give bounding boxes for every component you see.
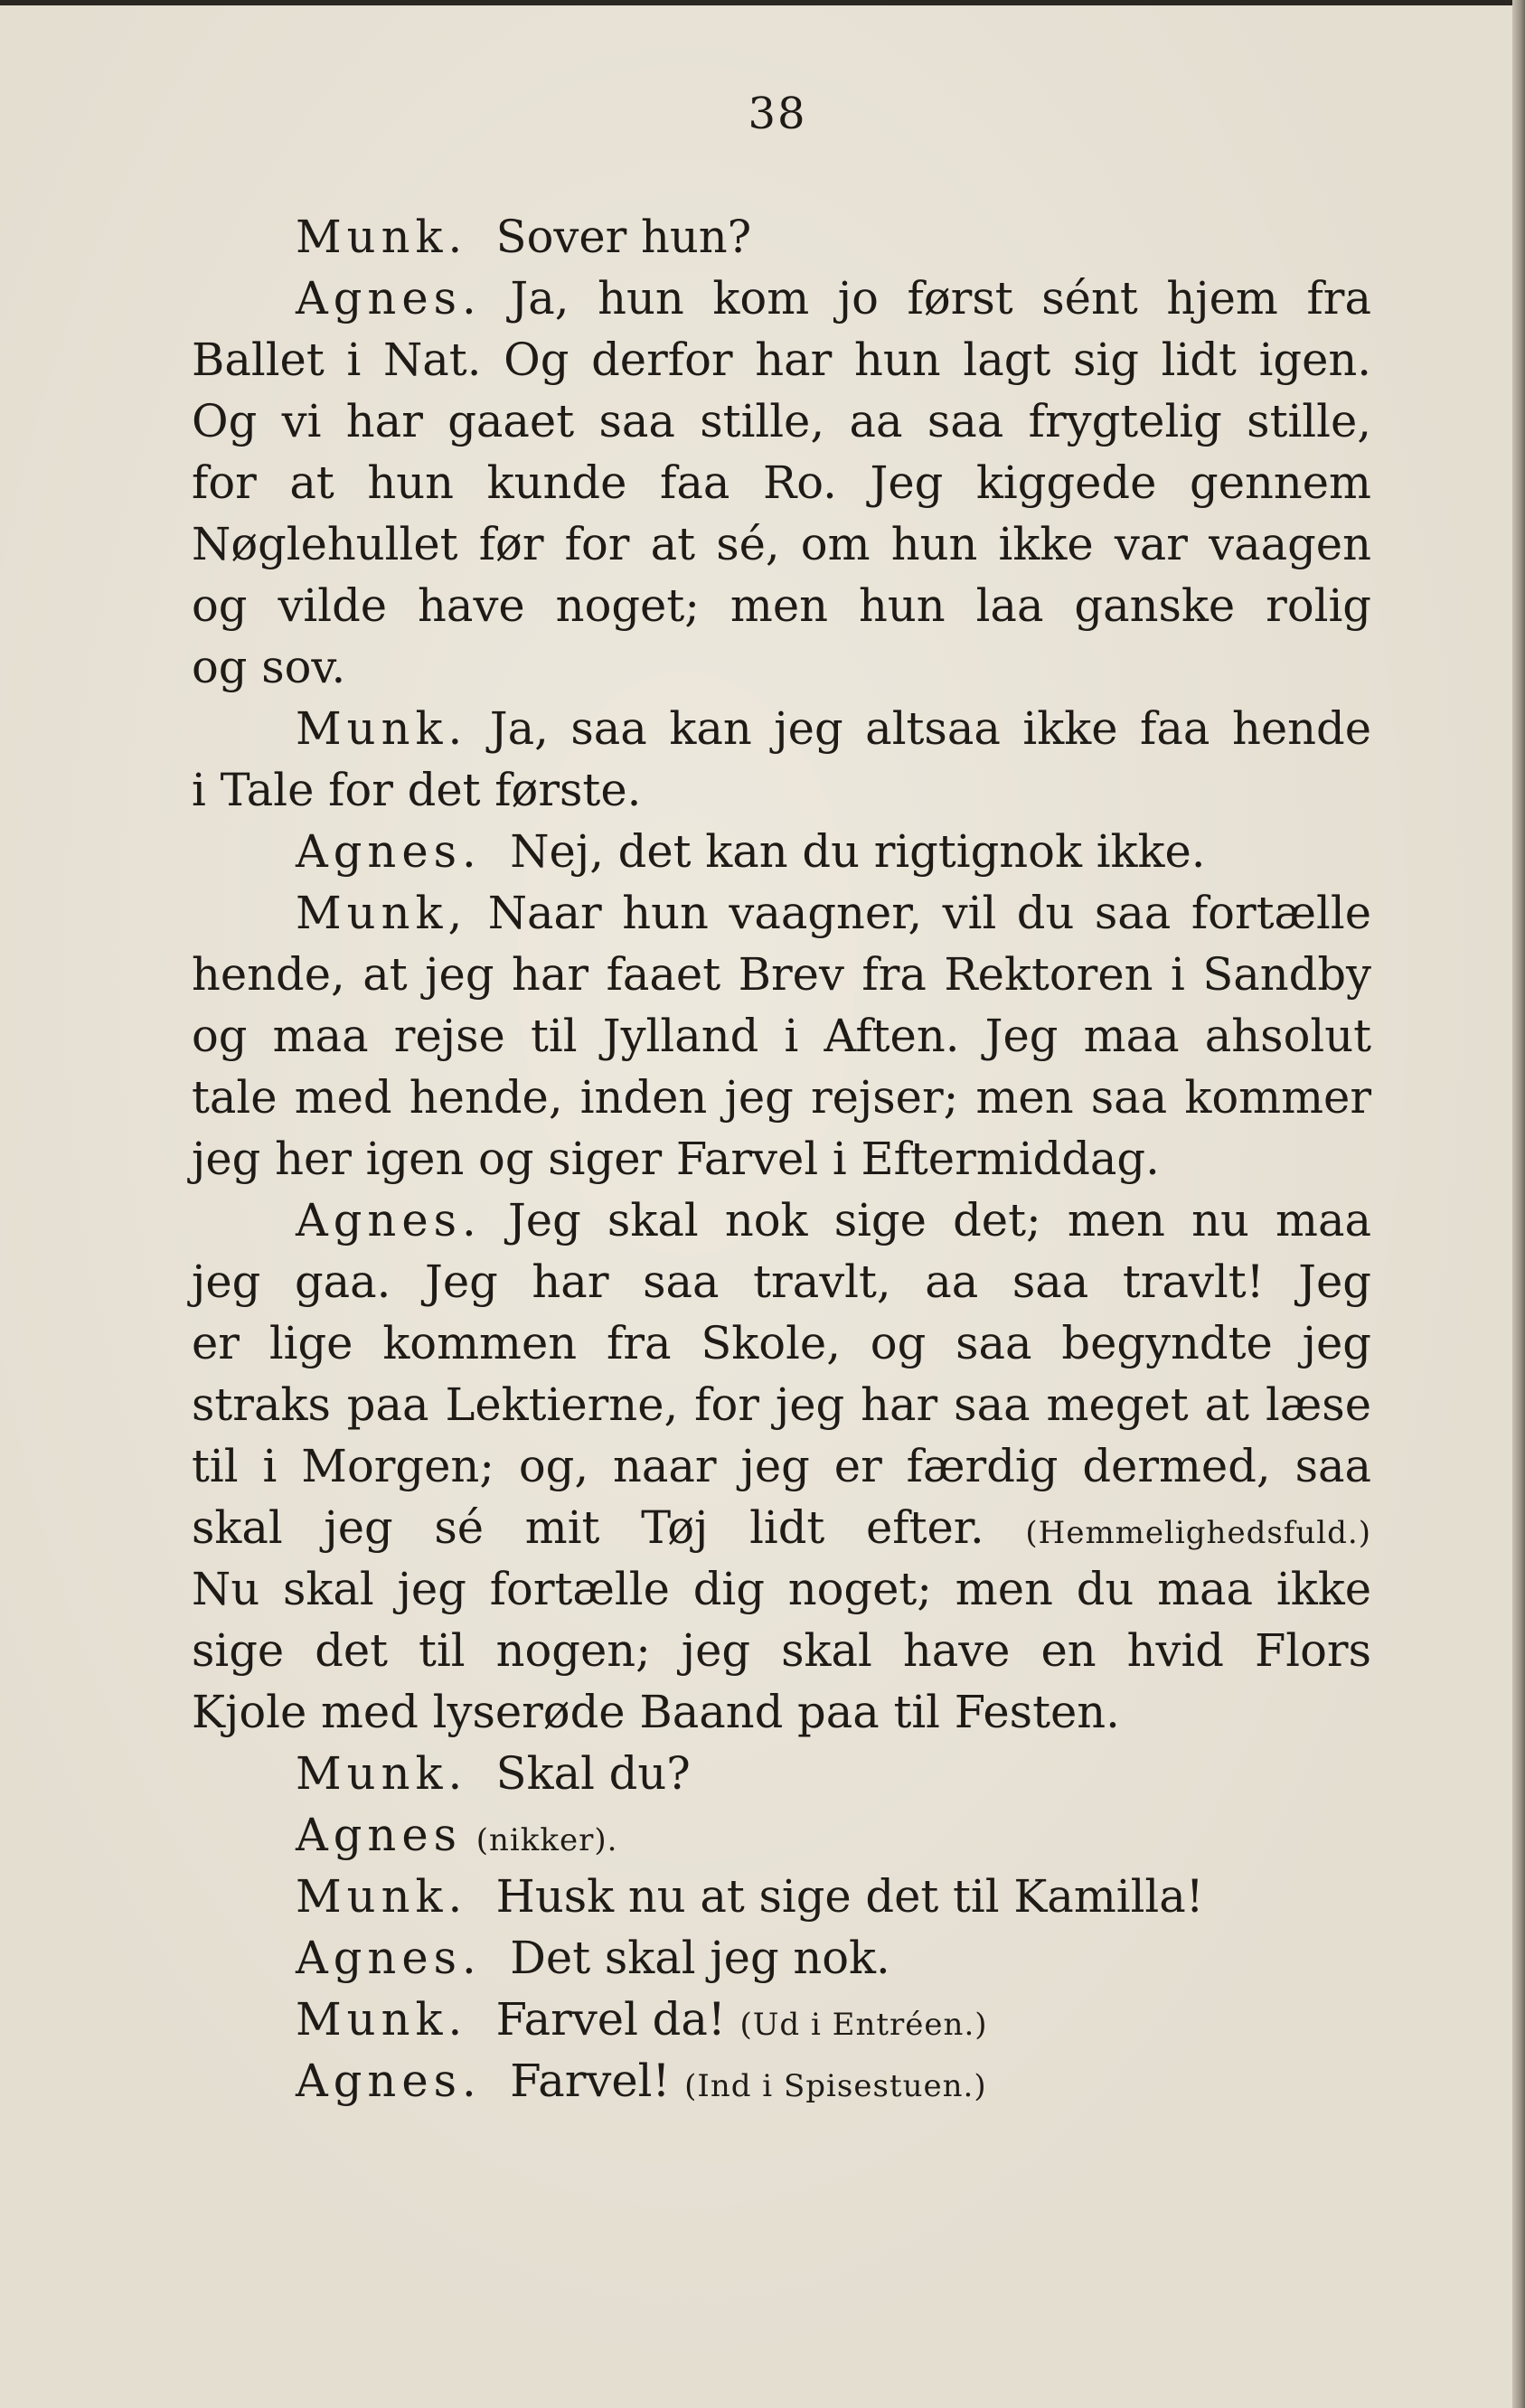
page-number: 38 [748, 89, 807, 139]
play-text [192, 206, 1371, 2112]
text-line: Nu skal jeg fortælle dig noget; men du maa ikke [192, 1563, 1371, 1615]
text-line: sige det til nogen; jeg skal have en hvid Flors [192, 1624, 1371, 1677]
dialogue-text: Ja, saa kan jeg altsaa ikke faa hende [489, 702, 1371, 755]
text-line [192, 882, 1371, 944]
text-line: jeg gaa. Jeg har saa travlt, aa saa travlt! Jeg [192, 1256, 1371, 1308]
text-line [192, 1497, 1371, 1558]
speaker-name: Agnes. [296, 272, 482, 325]
text-line: er lige kommen fra Skole, og saa begyndte jeg [192, 1317, 1371, 1369]
speaker-name: Agnes. [296, 1194, 482, 1246]
dialogue-text: Nej, det kan du rigtignok ikke. [510, 825, 1206, 878]
text-line [192, 698, 1371, 759]
speaker-name: Agnes. [296, 1932, 482, 1984]
text-line: Nøglehullet før for at sé, om hun ikke var vaagen [192, 518, 1371, 570]
text-line [192, 1866, 1371, 1927]
stage-direction: (Ind i Spisestuen.) [684, 2068, 987, 2104]
text-line: i Tale for det første. [192, 764, 642, 816]
text-line [192, 1989, 1371, 2050]
dialogue-text: Naar hun vaagner, vil du saa fortælle [487, 887, 1371, 939]
speaker-name: Munk. [296, 702, 468, 755]
text-line [192, 821, 1371, 882]
text-line: straks paa Lektierne, for jeg har saa meget at læse [192, 1378, 1371, 1431]
speaker-name: Agnes. [296, 825, 482, 878]
text-line [192, 1190, 1371, 1251]
text-line: til i Morgen; og, naar jeg er færdig dermed, saa [192, 1440, 1371, 1492]
dialogue-text: Skal du? [495, 1747, 691, 1800]
text-line: tale med hende, inden jeg rejser; men saa kommer [192, 1071, 1371, 1124]
stage-direction: (nikker). [475, 1822, 618, 1858]
text-line: og maa rejse til Jylland i Aften. Jeg maa ahsolut [192, 1010, 1371, 1062]
speaker-name: Munk, [296, 887, 468, 939]
speaker-name: Munk. [296, 211, 468, 263]
text-line: og vilde have noget; men hun laa ganske rolig [192, 579, 1371, 632]
scan-top-edge [0, 0, 1525, 5]
speaker-name: Munk. [296, 1747, 468, 1800]
text-line [192, 2050, 1371, 2112]
text-line: hende, at jeg har faaet Brev fra Rektoren i Sandby [192, 948, 1371, 1001]
dialogue-text: Sover hun? [495, 211, 752, 263]
text-line: Ballet i Nat. Og derfor har hun lagt sig lidt igen. [192, 334, 1371, 386]
speaker-name: Munk. [296, 1870, 468, 1923]
text-line [192, 268, 1371, 329]
text-line [192, 1743, 1371, 1804]
text-line [192, 206, 1371, 268]
text-line: for at hun kunde faa Ro. Jeg kiggede gennem [192, 456, 1371, 509]
text-line [192, 1927, 1371, 1989]
text-line [192, 1804, 1371, 1866]
dialogue-text: Farvel! [510, 2055, 671, 2107]
dialogue-text: Ja, hun kom jo først sént hjem fra [510, 272, 1371, 325]
dialogue-text: Farvel da! [495, 1993, 726, 2046]
text-line: jeg her igen og siger Farvel i Eftermiddag. [192, 1133, 1160, 1185]
speaker-name: Agnes [296, 1809, 463, 1861]
speaker-name: Munk. [296, 1993, 468, 2046]
stage-direction: (Hemmelighedsfuld.) [1025, 1515, 1371, 1551]
text-line: Og vi har gaaet saa stille, aa saa frygtelig stille, [192, 395, 1371, 447]
page-right-edge [1512, 0, 1525, 2408]
text-line: Kjole med lyserøde Baand paa til Festen. [192, 1686, 1120, 1738]
dialogue-text: Husk nu at sige det til Kamilla! [495, 1870, 1204, 1923]
text-line: og sov. [192, 641, 346, 693]
stage-direction: (Ud i Entréen.) [739, 2007, 988, 2043]
speaker-name: Agnes. [296, 2055, 482, 2107]
dialogue-text: skal jeg sé mit Tøj lidt efter. [192, 1501, 984, 1554]
dialogue-text: Jeg skal nok sige det; men nu maa [507, 1194, 1371, 1246]
dialogue-text: Det skal jeg nok. [510, 1932, 890, 1984]
